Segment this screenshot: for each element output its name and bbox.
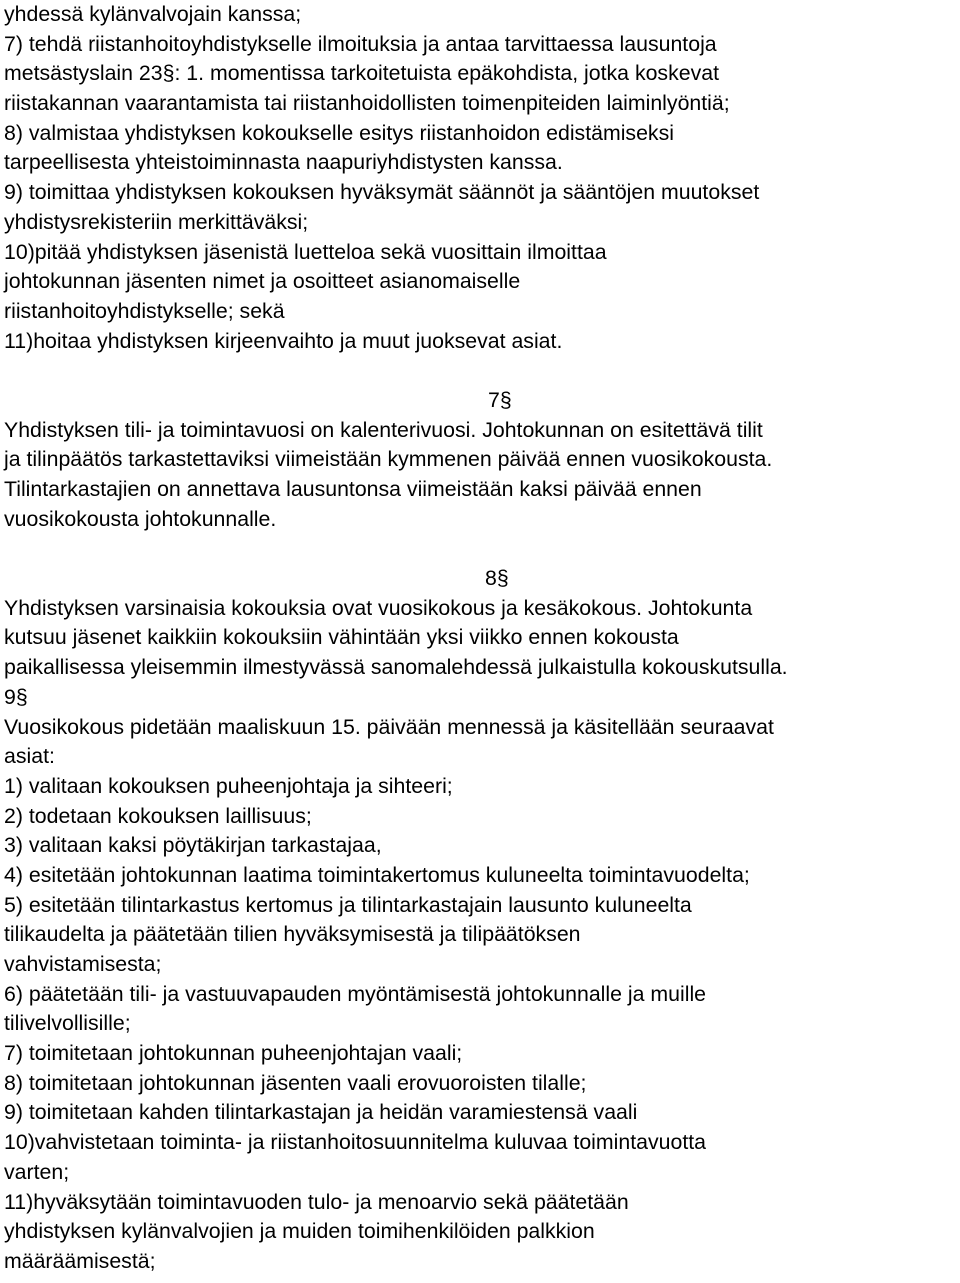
text-line: asiat:: [4, 744, 55, 769]
text-line: Tilintarkastajien on annettava lausuntonsa viimeistään kaksi päivää ennen: [4, 477, 702, 501]
text-line: 10)vahvistetaan toiminta- ja riistanhoitosuunnitelma kuluvaa toimintavuotta: [4, 1130, 706, 1155]
text-line: Yhdistyksen tili- ja toimintavuosi on kalenterivuosi. Johtokunnan on esitettävä tilit: [4, 417, 763, 442]
text-line: 7) tehdä riistanhoitoyhdistykselle ilmoituksia ja antaa tarvittaessa lausuntoja: [4, 31, 717, 56]
text-line: tilivelvollisille;: [4, 1011, 131, 1036]
text-line: yhdistyksen kylänvalvojien ja muiden toimihenkilöiden palkkion: [4, 1219, 595, 1244]
text-line: paikallisessa yleisemmin ilmestyvässä sanomalehdessä julkaistulla kokouskutsulla.: [4, 655, 788, 680]
section-heading: 9§: [4, 684, 28, 709]
text-line: riistanhoitoyhdistykselle; sekä: [4, 298, 285, 323]
text-line: 9) toimittaa yhdistyksen kokouksen hyväksymät säännöt ja sääntöjen muutokset: [4, 180, 760, 205]
blank-line: [4, 356, 956, 386]
text-line: 5) esitetään tilintarkastus kertomus ja tilintarkastajain lausunto kuluneelta: [4, 892, 692, 917]
text-line: 8) toimitetaan johtokunnan jäsenten vaali erovuoroisten tilalle;: [4, 1070, 587, 1095]
section-9: [4, 683, 956, 1277]
section-heading: 7§: [488, 387, 512, 412]
text-line: 11)hyväksytään toimintavuoden tulo- ja menoarvio sekä päätetään: [4, 1189, 629, 1214]
text-line: 11)hoitaa yhdistyksen kirjeenvaihto ja muut juoksevat asiat.: [4, 328, 563, 353]
section-heading: 8§: [485, 566, 509, 591]
blank-line: [4, 534, 956, 564]
text-line: 8) valmistaa yhdistyksen kokoukselle esitys riistanhoidon edistämiseksi: [4, 120, 674, 145]
text-line: ja tilinpäätös tarkastettaviksi viimeistään kymmenen päivää ennen vuosikokousta.: [4, 447, 773, 472]
text-line: 1) valitaan kokouksen puheenjohtaja ja sihteeri;: [4, 773, 453, 798]
text-line: Yhdistyksen varsinaisia kokouksia ovat vuosikokous ja kesäkokous. Johtokunta: [4, 595, 753, 620]
text-line: 10)pitää yhdistyksen jäsenistä luetteloa sekä vuosittain ilmoittaa: [4, 239, 607, 264]
document-page: [4, 0, 956, 1277]
text-line: 6) päätetään tili- ja vastuuvapauden myöntämisestä johtokunnalle ja muille: [4, 981, 707, 1006]
text-line: metsästyslain 23§: 1. momentissa tarkoitetuista epäkohdista, jotka koskevat: [4, 61, 719, 86]
text-line: tilikaudelta ja päätetään tilien hyväksymisestä ja tilipäätöksen: [4, 922, 581, 947]
text-line: Vuosikokous pidetään maaliskuun 15. päivään mennessä ja käsitellään seuraavat: [4, 714, 774, 739]
text-line: määräämisestä;: [4, 1248, 156, 1273]
text-line: kutsuu jäsenet kaikkiin kokouksiin vähintään yksi viikko ennen kokousta: [4, 625, 679, 650]
text-line: 4) esitetään johtokunnan laatima toimintakertomus kuluneelta toimintavuodelta;: [4, 862, 750, 887]
text-line: johtokunnan jäsenten nimet ja osoitteet asianomaiselle: [4, 269, 521, 294]
text-line: vahvistamisesta;: [4, 952, 162, 976]
text-line: yhdessä kylänvalvojain kanssa;: [4, 2, 302, 26]
text-line: 2) todetaan kokouksen laillisuus;: [4, 803, 312, 828]
text-line: vuosikokousta johtokunnalle.: [4, 506, 277, 531]
section-7: [4, 386, 956, 534]
duties-list-continued: [4, 0, 956, 356]
text-line: 9) toimitetaan kahden tilintarkastajan ja heidän varamiestensä vaali: [4, 1100, 638, 1125]
text-line: varten;: [4, 1159, 70, 1184]
text-line: yhdistysrekisteriin merkittäväksi;: [4, 209, 309, 234]
text-line: 3) valitaan kaksi pöytäkirjan tarkastajaa,: [4, 833, 382, 858]
text-line: 7) toimitetaan johtokunnan puheenjohtajan vaali;: [4, 1041, 463, 1066]
text-line: tarpeellisesta yhteistoiminnasta naapuriyhdistysten kanssa.: [4, 150, 563, 175]
text-line: riistakannan vaarantamista tai riistanhoidollisten toimenpiteiden laiminlyöntiä;: [4, 91, 730, 116]
section-8: [4, 564, 956, 683]
